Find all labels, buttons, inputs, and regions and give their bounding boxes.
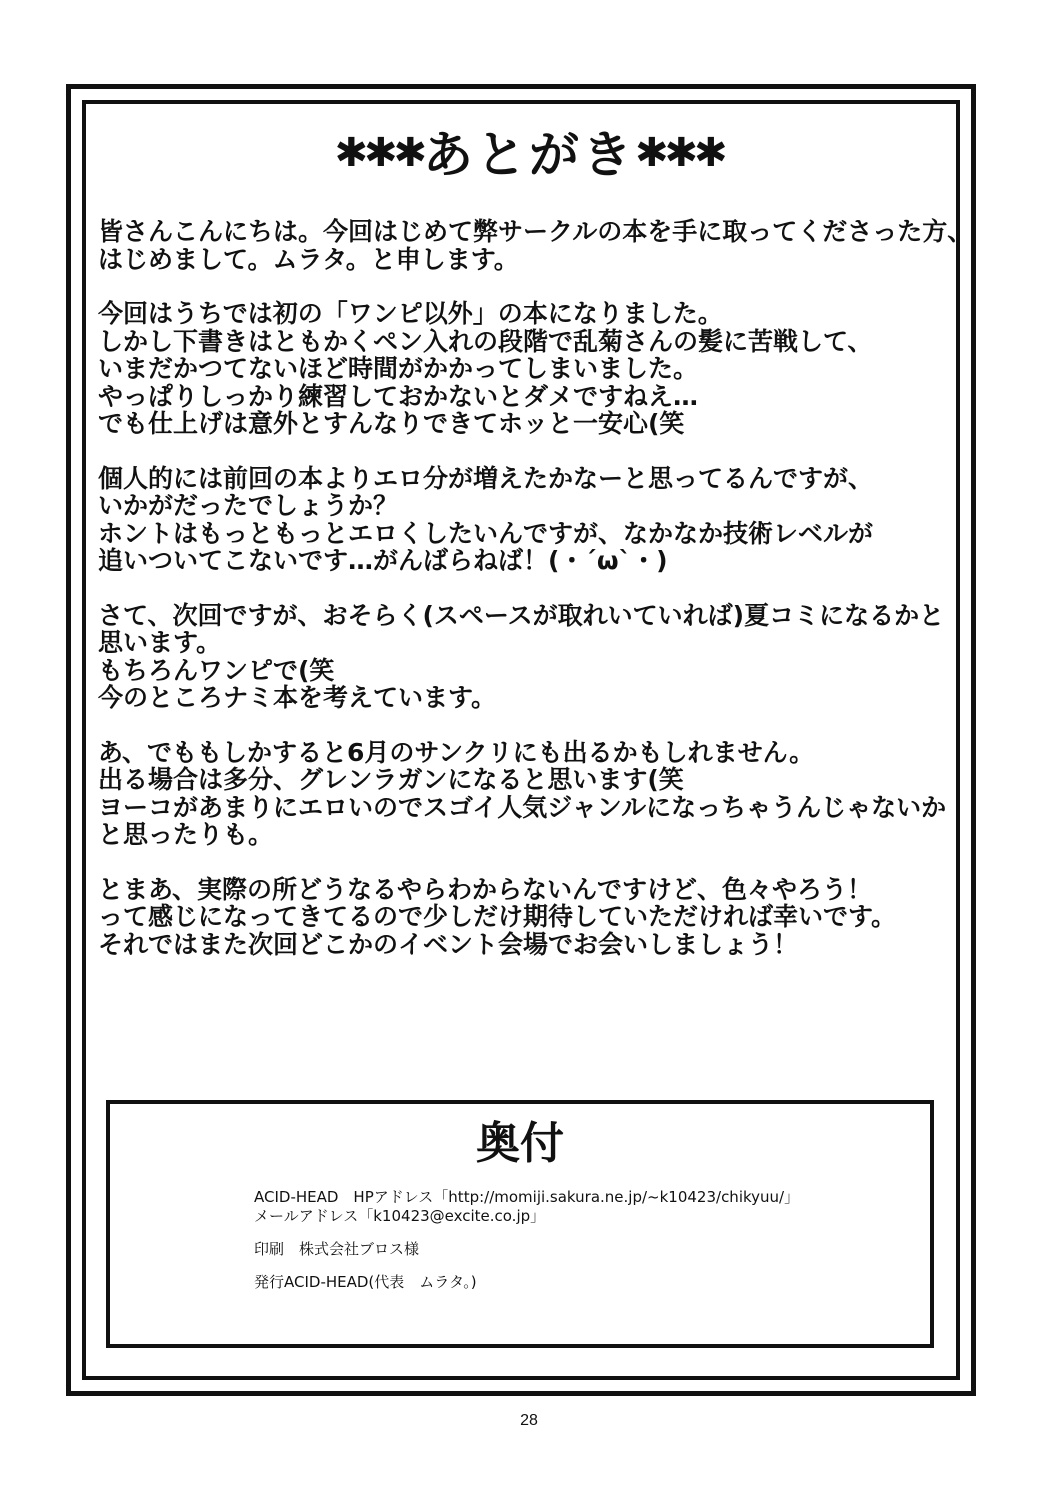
spacer [254, 1259, 799, 1273]
text-line: いまだかつてないほど時間がかかってしまいました。 [98, 354, 699, 383]
text-line: はじめまして。ムラタ。と申します。 [98, 244, 519, 274]
text-line: さて、次回ですが、おそらく(スペースが取れいていれば)夏コミになるかと [98, 600, 945, 630]
page-number: 28 [520, 1412, 538, 1429]
page-title [0, 118, 1058, 190]
colophon-details [254, 1188, 799, 1292]
text-line: 皆さんこんにちは。今回はじめて弊サークルの本を手に取ってくださった方、 [98, 217, 973, 246]
text-line: とまあ、実際の所どうなるやらわからないんですけど、色々やろう！ [98, 874, 873, 904]
homepage-address: ACID-HEAD HPアドレス「http://momiji.sakura.ne.jp/~k10423/chikyuu/」 [254, 1188, 800, 1206]
title-stars-left: ✱✱✱ [334, 130, 423, 176]
text-line: 追いついてこないです…がんばらねば！(・´ω`・) [98, 546, 668, 575]
text-line: と思ったりも。 [98, 820, 274, 849]
text-line: ホントはもっともっとエロくしたいんですが、なかなか技術レベルが [98, 518, 874, 548]
text-line: でも仕上げは意外とすんなりできてホッと一安心(笑 [98, 409, 685, 438]
text-line: ヨーコがあまりにエロいのでスゴイ人気ジャンルになっちゃうんじゃないか [98, 792, 947, 822]
text-line: あ、でももしかすると6月のサンクリにも出るかもしれません。 [98, 737, 815, 767]
text-line: それではまた次回どこかのイベント会場でお会いしましょう！ [98, 929, 799, 959]
paragraph [98, 739, 958, 849]
paragraph [98, 465, 958, 575]
paragraph [98, 602, 958, 712]
title-stars-right: ✱✱✱ [635, 130, 724, 176]
text-line: 個人的には前回の本よりエロ分が増えたかなーと思ってるんですが、 [98, 463, 874, 493]
text-line: 出る場合は多分、グレンラガンになると思います(笑 [98, 765, 684, 794]
colophon-box [106, 1100, 934, 1348]
publisher-line: 発行ACID-HEAD(代表 ムラタ。) [254, 1273, 477, 1291]
text-line: 今回はうちでは初の「ワンピ以外」の本になりました。 [98, 299, 723, 328]
text-line: いかがだったでしょうか？ [98, 491, 399, 520]
text-line: 思います。 [98, 628, 222, 657]
title-text: あとがき [423, 126, 635, 184]
mail-address: メールアドレス「k10423@excite.co.jp」 [254, 1207, 546, 1225]
paragraph [98, 217, 973, 274]
spacer [254, 1226, 799, 1240]
paragraph [98, 876, 958, 959]
afterword-body [98, 217, 973, 985]
text-line: もちろんワンピで(笑 [98, 655, 335, 685]
paragraph [98, 300, 958, 438]
colophon-title: 奥付 [476, 1118, 564, 1169]
printer-line: 印刷 株式会社ブロス様 [254, 1240, 420, 1258]
text-line: しかし下書きはともかくペン入れの段階で乱菊さんの髪に苦戦して、 [98, 326, 873, 356]
text-line: って感じになってきてるので少しだけ期待していただければ幸いです。 [98, 902, 897, 931]
text-line: やっぱりしっかり練習しておかないとダメですねえ… [98, 381, 699, 411]
text-line: 今のところナミ本を考えています。 [98, 683, 497, 712]
